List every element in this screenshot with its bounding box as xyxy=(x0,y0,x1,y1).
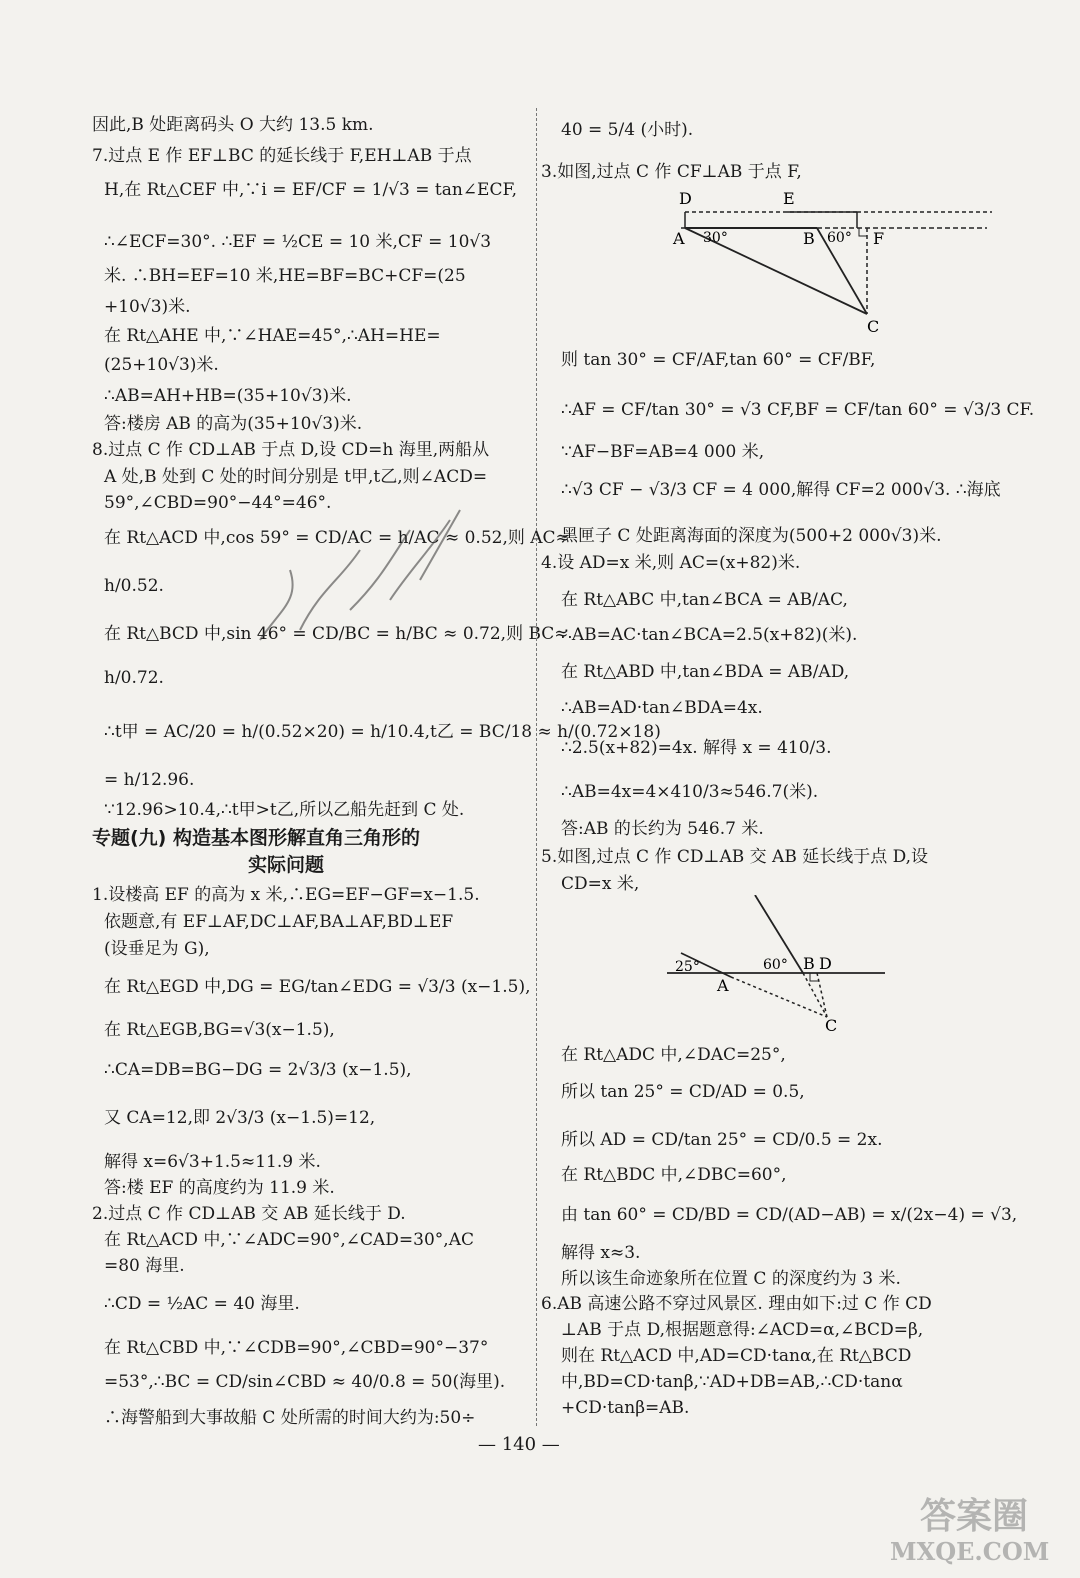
fig5-label: D xyxy=(819,954,832,973)
text-line: ∴t甲 = AC/20 = h/(0.52×20) = h/10.4,t乙 = BC/18 ≈ h/(0.72×18) xyxy=(104,722,661,742)
text-line: 由 tan 60° = CD/BD = CD/(AD−AB) = x/(2x−4) = √3, xyxy=(561,1205,1018,1225)
text-line: 所以 tan 25° = CD/AD = 0.5, xyxy=(561,1082,805,1102)
text-line: 答:楼 EF 的高度约为 11.9 米. xyxy=(104,1178,335,1198)
text-line: 6.AB 高速公路不穿过风景区. 理由如下:过 C 作 CD xyxy=(541,1294,932,1314)
text-line: ∵12.96>10.4,∴t甲>t乙,所以乙船先赶到 C 处. xyxy=(104,800,465,820)
fig3-label: C xyxy=(867,317,880,336)
text-line: 5.如图,过点 C 作 CD⊥AB 交 AB 延长线于点 D,设 xyxy=(541,847,929,867)
figure-5-diagram xyxy=(667,895,887,1035)
text-line: 在 Rt△EGD 中,DG = EG/tan∠EDG = √3/3 (x−1.5), xyxy=(104,977,531,997)
text-line: 在 Rt△ACD 中,cos 59° = CD/AC = h/AC ≈ 0.52,则 AC≈ xyxy=(104,528,570,548)
text-line: ∴∠ECF=30°. ∴EF = ½CE = 10 米,CF = 10√3 xyxy=(104,232,492,252)
text-line: 在 Rt△ACD 中,∵∠ADC=90°,∠CAD=30°,AC xyxy=(104,1230,474,1250)
text-line: 中,BD=CD·tanβ,∵AD+DB=AB,∴CD·tanα xyxy=(561,1372,903,1392)
text-line: 解得 x≈3. xyxy=(561,1243,641,1263)
text-line: 59°,∠CBD=90°−44°=46°. xyxy=(104,493,332,513)
fig5-label: 25° xyxy=(675,959,700,975)
text-line: ∴AB=4x=4×410/3≈546.7(米). xyxy=(561,782,819,802)
text-line: 在 Rt△ABC 中,tan∠BCA = AB/AC, xyxy=(561,590,848,610)
text-line: 在 Rt△ADC 中,∠DAC=25°, xyxy=(561,1045,786,1065)
section-heading: 实际问题 xyxy=(248,854,325,876)
text-line: =80 海里. xyxy=(104,1256,185,1276)
text-line: (设垂足为 G), xyxy=(104,939,210,959)
text-line: = h/12.96. xyxy=(104,770,195,790)
text-line: =53°,∴BC = CD/sin∠CBD ≈ 40/0.8 = 50(海里). xyxy=(104,1372,506,1392)
text-line: 40 = 5/4 (小时). xyxy=(561,120,694,140)
text-line: 又 CA=12,即 2√3/3 (x−1.5)=12, xyxy=(104,1108,376,1128)
text-line: 在 Rt△BDC 中,∠DBC=60°, xyxy=(561,1165,787,1185)
text-line: 8.过点 C 作 CD⊥AB 于点 D,设 CD=h 海里,两船从 xyxy=(92,440,490,460)
text-line: 因此,B 处距离码头 O 大约 13.5 km. xyxy=(92,115,374,135)
text-line: ∵AF−BF=AB=4 000 米, xyxy=(561,442,765,462)
watermark-logo xyxy=(880,1478,1070,1568)
watermark-text: 答案圈 xyxy=(920,1495,1029,1537)
fig3-label: 60° xyxy=(827,230,852,246)
text-line: ∴AF = CF/tan 30° = √3 CF,BF = CF/tan 60° = √3/3 CF. xyxy=(561,400,1035,420)
fig3-label: A xyxy=(673,229,685,248)
text-line: ∴CA=DB=BG−DG = 2√3/3 (x−1.5), xyxy=(104,1060,412,1080)
text-line: +CD·tanβ=AB. xyxy=(561,1398,690,1418)
fig5-label: 60° xyxy=(763,957,788,973)
fig3-label: D xyxy=(679,189,692,208)
text-line: h/0.72. xyxy=(104,668,164,688)
text-line: ∴AB=AD·tan∠BDA=4x. xyxy=(561,698,763,718)
text-line: 7.过点 E 作 EF⊥BC 的延长线于 F,EH⊥AB 于点 xyxy=(92,146,472,166)
text-line: ∴√3 CF − √3/3 CF = 4 000,解得 CF=2 000√3. ∴海底 xyxy=(561,480,1001,500)
text-line: H,在 Rt△CEF 中,∵i = EF/CF = 1/√3 = tan∠ECF, xyxy=(104,180,518,200)
text-line: 解得 x=6√3+1.5≈11.9 米. xyxy=(104,1152,321,1172)
text-line: 所以该生命迹象所在位置 C 的深度约为 3 米. xyxy=(561,1269,901,1289)
text-line: 在 Rt△AHE 中,∵∠HAE=45°,∴AH=HE= xyxy=(104,326,441,346)
text-line: ∴海警船到大事故船 C 处所需的时间大约为:50÷ xyxy=(104,1408,476,1428)
text-line: ∴AB=AH+HB=(35+10√3)米. xyxy=(104,386,352,406)
text-line: 依题意,有 EF⊥AF,DC⊥AF,BA⊥AF,BD⊥EF xyxy=(104,912,454,932)
text-line: A 处,B 处到 C 处的时间分别是 t甲,t乙,则∠ACD= xyxy=(104,467,488,487)
text-line: 在 Rt△ABD 中,tan∠BDA = AB/AD, xyxy=(561,662,850,682)
fig3-label: F xyxy=(873,229,885,248)
watermark-domain: MXQE.COM xyxy=(890,1537,1050,1566)
text-line: 则 tan 30° = CF/AF,tan 60° = CF/BF, xyxy=(561,350,876,370)
fig5-label: B xyxy=(803,954,815,973)
text-line: 3.如图,过点 C 作 CF⊥AB 于点 F, xyxy=(541,162,802,182)
text-line: ∴CD = ½AC = 40 海里. xyxy=(104,1294,300,1314)
figure-3-diagram xyxy=(667,186,997,336)
text-line: ⊥AB 于点 D,根据题意得:∠ACD=α,∠BCD=β, xyxy=(561,1320,924,1340)
right-column xyxy=(537,0,1080,1578)
text-line: 答:AB 的长约为 546.7 米. xyxy=(561,819,764,839)
text-line: ∴2.5(x+82)=4x. 解得 x = 410/3. xyxy=(561,738,832,758)
text-line: 所以 AD = CD/tan 25° = CD/0.5 = 2x. xyxy=(561,1130,883,1150)
text-line: 黑匣子 C 处距离海面的深度为(500+2 000√3)米. xyxy=(561,526,942,546)
section-heading: 专题(九) 构造基本图形解直角三角形的 xyxy=(92,827,420,849)
text-line: 答:楼房 AB 的高为(35+10√3)米. xyxy=(104,414,363,434)
fig3-label: 30° xyxy=(703,230,728,246)
fig5-label: C xyxy=(825,1016,838,1035)
text-line: h/0.52. xyxy=(104,576,164,596)
fig3-label: B xyxy=(803,229,815,248)
text-line: CD=x 米, xyxy=(561,874,640,894)
text-line: 米. ∴BH=EF=10 米,HE=BF=BC+CF=(25 xyxy=(104,266,466,286)
text-line: 在 Rt△CBD 中,∵∠CDB=90°,∠CBD=90°−37° xyxy=(104,1338,489,1358)
text-line: 在 Rt△EGB,BG=√3(x−1.5), xyxy=(104,1020,335,1040)
fig3-label: E xyxy=(783,189,795,208)
text-line: ∴AB=AC·tan∠BCA=2.5(x+82)(米). xyxy=(561,625,858,645)
text-line: (25+10√3)米. xyxy=(104,355,219,375)
text-line: 4.设 AD=x 米,则 AC=(x+82)米. xyxy=(541,553,801,573)
text-line: 2.过点 C 作 CD⊥AB 交 AB 延长线于 D. xyxy=(92,1204,406,1224)
text-line: 1.设楼高 EF 的高为 x 米,∴EG=EF−GF=x−1.5. xyxy=(92,885,480,905)
fig5-label: A xyxy=(717,976,729,995)
text-line: 则在 Rt△ACD 中,AD=CD·tanα,在 Rt△BCD xyxy=(561,1346,912,1366)
page-number: — 140 — xyxy=(478,1434,560,1455)
text-line: 在 Rt△BCD 中,sin 46° = CD/BC = h/BC ≈ 0.72,则 BC≈ xyxy=(104,624,569,644)
handwriting-scribble xyxy=(240,490,480,670)
text-line: +10√3)米. xyxy=(104,297,191,317)
